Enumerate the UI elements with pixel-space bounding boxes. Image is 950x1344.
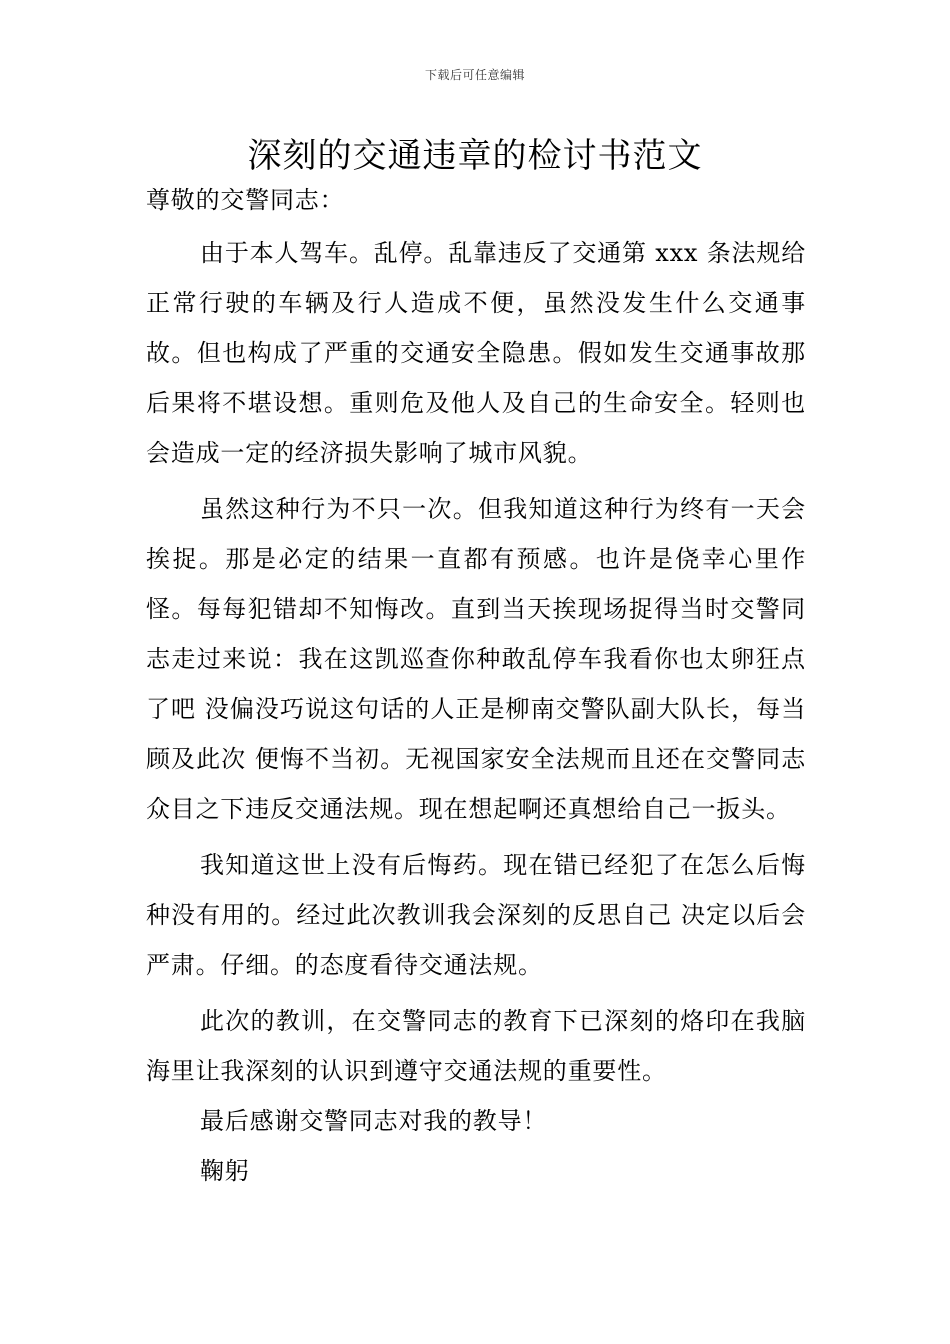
paragraph-3: 我知道这世上没有后悔药。现在错已经犯了在怎么后悔种没有用的。经过此次教训我会深刻的反思自己 决定以后会严肃。仔细。的态度看待交通法规。	[146, 851, 806, 979]
thanks-line: 最后感谢交警同志对我的教导！	[200, 1107, 548, 1135]
paragraph-2: 虽然这种行为不只一次。但我知道这种行为终有一天会挨捉。那是必定的结果一直都有预感。也许是侥幸心里作怪。每每犯错却不知悔改。直到当天挨现场捉得当时交警同志走过来说：我在这凯巡查你种敢乱停车我看你也太卵狂点了吧 没偏没巧说这句话的人正是柳南交警队副大队长，每当顾及此次 便悔不当初。无视国家安全法规而且还在交警同志众目之下违反交通法规。现在想起啊还真想给自己一扳头。	[146, 495, 806, 823]
header-note: 下载后可任意编辑	[424, 68, 525, 82]
document-title: 深刻的交通违章的检讨书范文	[247, 136, 703, 176]
paragraph-4: 此次的教训，在交警同志的教育下已深刻的烙印在我脑海里让我深刻的认识到遵守交通法规的重要性。	[146, 1007, 806, 1085]
paragraph-1: 由于本人驾车。乱停。乱靠违反了交通第 xxx 条法规给正常行驶的车辆及行人造成不便，虽然没发生什么交通事故。但也构成了严重的交通安全隐患。假如发生交通事故那后果将不堪设想。重则危及他人及自己的生命安全。轻则也会造成一定的经济损失影响了城市风貌。	[146, 239, 806, 467]
signoff: 鞠躬	[200, 1157, 250, 1185]
salutation: 尊敬的交警同志：	[146, 186, 345, 214]
document-body	[146, 178, 806, 1196]
